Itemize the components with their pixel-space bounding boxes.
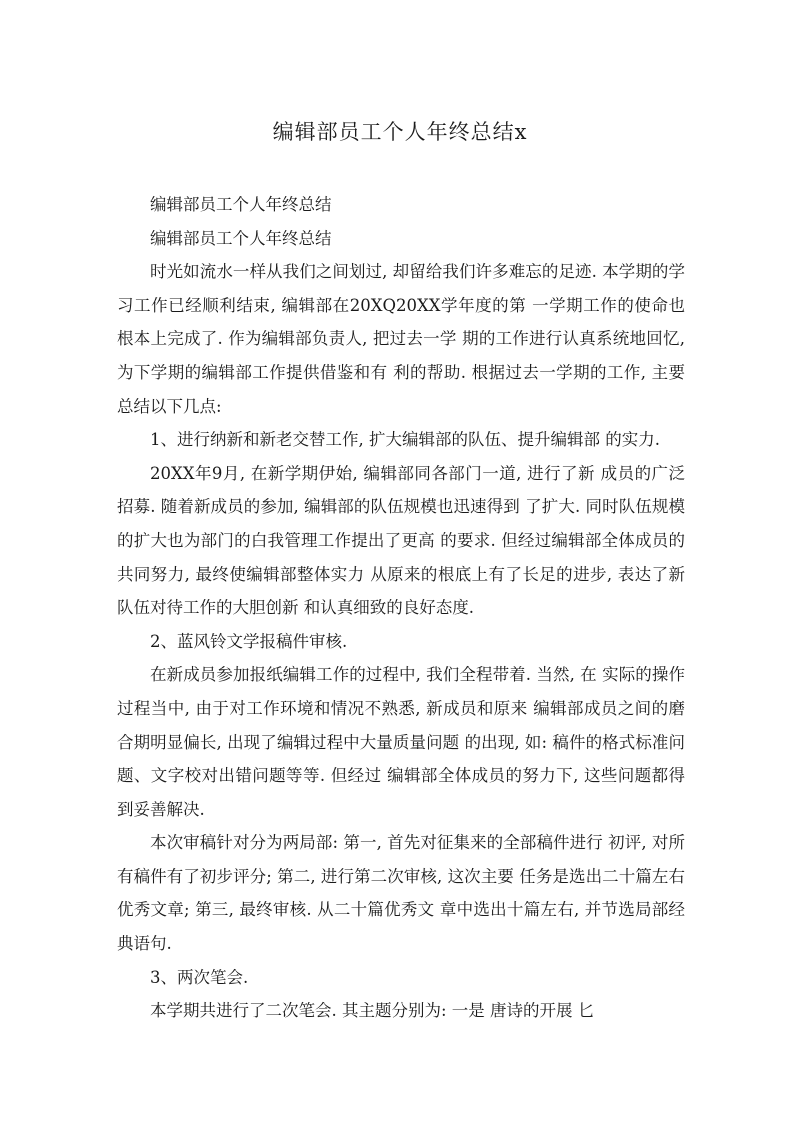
section-heading-1: 1、进行纳新和新老交替工作, 扩大编辑部的队伍、提升编辑部 的实力. [150, 430, 660, 450]
section-2b-paragraph: 本次审稿针对分为两局部: 第一, 首先对征集来的全部稿件进行 初评, 对所有稿件有了初步评分; 第二, 进行第二次审核, 这次主要 任务是选出二十篇左右优秀文章; 第三, 最终审核. 从二十篇优秀文 章中选出十篇左右, 并节选局部经典语句. [117, 833, 685, 954]
section-2a-paragraph: 在新成员参加报纸编辑工作的过程中, 我们全程带着. 当然, 在 实际的操作过程当中, 由于对工作环境和情况不熟悉, 新成员和原来 编辑部成员之间的磨合期明显偏长, 出现了编辑过程中大量质量问题 的出现, 如: 稿件的格式标准问题、文字校对出错问题等等. 但经过 编辑部全体成员的努力下, 这些问题都得到妥善解决. [117, 665, 685, 819]
section-heading-3: 3、两次笔会. [150, 967, 249, 987]
section-3-paragraph: 本学期共进行了二次笔会. 其主题分别为: 一是 唐诗的开展 匕 [150, 1001, 595, 1021]
document-body [117, 188, 685, 1028]
intro-paragraph: 时光如流水一样从我们之间划过, 却留给我们许多难忘的足迹. 本学期的学习工作已经顺利结束, 编辑部在20XQ20XX学年度的第 一学期工作的使命也根本上完成了. 作为编辑部负责人, 把过去一学 期的工作进行认真系统地回忆, 为下学期的编辑部工作提供借鉴和有 利的帮助. 根据过去一学期的工作, 主要总结以下几点: [117, 262, 685, 416]
section-1-paragraph: 20XX年9月, 在新学期伊始, 编辑部同各部门一道, 进行了新 成员的广泛招募. 随着新成员的参加, 编辑部的队伍规模也迅速得到 了扩大. 同时队伍规模的扩大也为部门的白我管理工作提出了更高 的要求. 但经过编辑部全体成员的共同努力, 最终使编辑部整体实力 从原来的根底上有了长足的进步, 表达了新队伍对待工作的大胆创新 和认真细致的良好态度. [117, 463, 685, 618]
document-title: 编辑部员工个人年终总结x [272, 120, 528, 144]
subtitle-line: 编辑部员工个人年终总结 [150, 195, 332, 214]
section-heading-2: 2、蓝风铃文学报稿件审核. [150, 631, 348, 651]
subtitle-line: 编辑部员工个人年终总结 [150, 228, 332, 248]
